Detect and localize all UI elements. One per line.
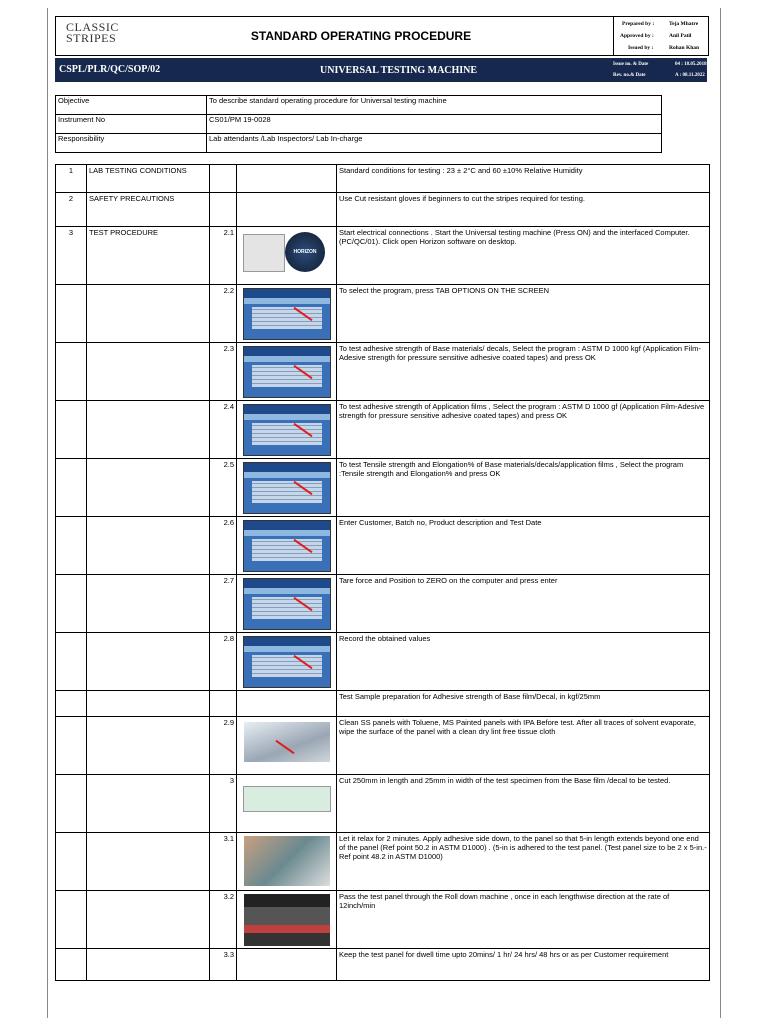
software-screen-photo <box>243 520 331 572</box>
procedure-row <box>56 717 710 775</box>
substep-number: 2.7 <box>210 575 237 633</box>
step-instruction: Keep the test panel for dwell time upto 20mins/ 1 hr/ 24 hrs/ 48 hrs or as per Customer requirement <box>337 949 710 981</box>
substep-number: 3.2 <box>210 891 237 949</box>
issue-value: 04 : 18.05.2018 <box>675 62 707 67</box>
software-screen-photo <box>243 636 331 688</box>
step-number <box>56 517 87 575</box>
power-switch-photo <box>243 234 285 272</box>
screen-photo <box>239 636 334 688</box>
screen-photo <box>239 462 334 514</box>
procedure-table <box>55 164 710 981</box>
step-number <box>56 775 87 833</box>
issue-label: Issue no. & Date <box>613 62 649 67</box>
step-section <box>87 833 210 891</box>
substep-number <box>210 165 237 193</box>
red-arrow-icon <box>293 365 312 379</box>
step-image <box>237 717 337 775</box>
step-section <box>87 401 210 459</box>
step-section <box>87 285 210 343</box>
substep-number: 3 <box>210 775 237 833</box>
sop-subject: UNIVERSAL TESTING MACHINE <box>320 65 478 76</box>
step-number <box>56 691 87 717</box>
step-image <box>237 949 337 981</box>
substep-number <box>210 691 237 717</box>
step-number <box>56 833 87 891</box>
software-screen-photo <box>243 404 331 456</box>
software-screen-photo <box>243 346 331 398</box>
meta-row <box>56 134 662 153</box>
procedure-row <box>56 285 710 343</box>
step-number <box>56 633 87 691</box>
procedure-row <box>56 575 710 633</box>
substep-number: 2.2 <box>210 285 237 343</box>
procedure-row <box>56 193 710 227</box>
roll-down-machine-photo <box>244 894 330 946</box>
test-panel-photo <box>244 722 330 762</box>
rev-label: Rev. no.& Date <box>613 73 646 78</box>
step-image <box>237 633 337 691</box>
document-title: STANDARD OPERATING PROCEDURE <box>250 29 472 43</box>
sop-title-bar <box>55 58 707 82</box>
step-instruction: To select the program, press TAB OPTIONS ON THE SCREEN <box>337 285 710 343</box>
red-arrow-icon <box>293 423 312 437</box>
step-number <box>56 343 87 401</box>
step-number <box>56 717 87 775</box>
procedure-row <box>56 949 710 981</box>
roller-photo <box>239 894 334 946</box>
step-section: TEST PROCEDURE <box>87 227 210 285</box>
rev-value: A : 08.11.2022 <box>675 73 705 78</box>
step-instruction: To test adhesive strength of Application films , Select the program : ASTM D 1000 gf (Application Film-Adesive strength for pressure sensitive adhesive coated tapes) and press OK <box>337 401 710 459</box>
plug-horizon-photo <box>239 228 334 280</box>
substep-number: 2.9 <box>210 717 237 775</box>
step-instruction: Start electrical connections . Start the Universal testing machine (Press ON) and the interfaced Computer.(PC/QC/01). Click open Horizon software on desktop. <box>337 227 710 285</box>
strip-photo <box>239 786 334 812</box>
procedure-row <box>56 165 710 193</box>
issued-value: Rohan Khan <box>669 45 700 51</box>
approval-block <box>613 17 709 55</box>
meta-value: CS01/PM 19-0028 <box>207 115 662 134</box>
red-arrow-icon <box>293 307 312 321</box>
step-number: 3 <box>56 227 87 285</box>
procedure-row <box>56 343 710 401</box>
meta-label: Responsibility <box>56 134 207 153</box>
software-screen-photo <box>243 288 331 340</box>
step-image <box>237 459 337 517</box>
procedure-row <box>56 459 710 517</box>
substep-number: 3.3 <box>210 949 237 981</box>
software-screen-photo <box>243 578 331 630</box>
step-image <box>237 285 337 343</box>
step-section <box>87 633 210 691</box>
meta-label: Objective <box>56 96 207 115</box>
step-instruction: Test Sample preparation for Adhesive strength of Base film/Decal, in kgf/25mm <box>337 691 710 717</box>
prepared-label: Prepared by : <box>622 21 655 27</box>
procedure-row <box>56 691 710 717</box>
procedure-row <box>56 517 710 575</box>
step-number <box>56 575 87 633</box>
procedure-row <box>56 891 710 949</box>
test-strip-photo <box>243 786 331 812</box>
logo-line-2: STRIPES <box>66 31 117 45</box>
step-section: SAFETY PRECAUTIONS <box>87 193 210 227</box>
sop-code: CSPL/PLR/QC/SOP/02 <box>59 64 161 75</box>
step-section <box>87 891 210 949</box>
meta-label: Instrument No <box>56 115 207 134</box>
horizon-logo-icon: HORIZON <box>285 232 325 272</box>
step-section <box>87 459 210 517</box>
step-section <box>87 949 210 981</box>
step-section <box>87 343 210 401</box>
red-arrow-icon <box>275 740 294 754</box>
meta-value: To describe standard operating procedure for Universal testing machine <box>207 96 662 115</box>
step-image <box>237 193 337 227</box>
step-image <box>237 401 337 459</box>
step-image <box>237 227 337 285</box>
software-screen-photo <box>243 462 331 514</box>
red-arrow-icon <box>293 597 312 611</box>
step-number <box>56 401 87 459</box>
substep-number: 2.4 <box>210 401 237 459</box>
step-instruction: Let it relax for 2 minutes. Apply adhesive side down, to the panel so that 5-in length extends beyond one end of the panel (Ref point 50.2 in ASTM D1000) . (5-in is adhered to the test panel. (Test panel size to be 2 x 5-in.-Ref point 48.2 in ASTM D1000) <box>337 833 710 891</box>
step-image <box>237 891 337 949</box>
step-instruction: Standard conditions for testing : 23 ± 2°C and 60 ±10% Relative Humidity <box>337 165 710 193</box>
meta-value: Lab attendants /Lab Inspectors/ Lab In-charge <box>207 134 662 153</box>
logo-line-1: CLASSIC <box>66 20 119 34</box>
procedure-row <box>56 633 710 691</box>
meta-table <box>55 95 662 153</box>
procedure-row <box>56 227 710 285</box>
step-image <box>237 343 337 401</box>
step-instruction: To test Tensile strength and Elongation% of Base materials/decals/application films , Select the program :Tensile strength and Elongation% and press OK <box>337 459 710 517</box>
panel-photo <box>239 722 334 762</box>
substep-number: 2.3 <box>210 343 237 401</box>
substep-number <box>210 193 237 227</box>
document-header <box>55 16 709 56</box>
red-arrow-icon <box>293 481 312 495</box>
screen-photo <box>239 578 334 630</box>
screen-photo <box>239 288 334 340</box>
step-instruction: To test adhesive strength of Base materials/ decals, Select the program : ASTM D 1000 kgf (Application Film-Adesive strength for pressure sensitive adhesive coated tapes) and press OK <box>337 343 710 401</box>
step-number <box>56 285 87 343</box>
step-number: 2 <box>56 193 87 227</box>
approved-value: Anil Patil <box>669 33 692 39</box>
red-arrow-icon <box>293 539 312 553</box>
step-image <box>237 517 337 575</box>
step-section <box>87 775 210 833</box>
step-section <box>87 517 210 575</box>
step-number <box>56 459 87 517</box>
step-number: 1 <box>56 165 87 193</box>
step-instruction: Pass the test panel through the Roll down machine , once in each lengthwise direction at the rate of 12inch/min <box>337 891 710 949</box>
approved-label: Approved by : <box>620 33 654 39</box>
procedure-row <box>56 775 710 833</box>
step-image <box>237 691 337 717</box>
step-section <box>87 717 210 775</box>
substep-number: 2.8 <box>210 633 237 691</box>
step-instruction: Cut 250mm in length and 25mm in width of the test specimen from the Base film /decal to be tested. <box>337 775 710 833</box>
step-instruction: Use Cut resistant gloves if beginners to cut the stripes required for testing. <box>337 193 710 227</box>
step-instruction: Clean SS panels with Toluene, MS Painted panels with IPA Before test. After all traces of solvent evaporate, wipe the surface of the panel with a clean dry lint free tissue cloth <box>337 717 710 775</box>
issued-label: Issued by : <box>628 45 654 51</box>
red-arrow-icon <box>293 655 312 669</box>
procedure-row <box>56 833 710 891</box>
screen-photo <box>239 520 334 572</box>
company-logo <box>66 22 119 44</box>
applying-specimen-photo <box>244 836 330 886</box>
step-instruction: Enter Customer, Batch no, Product description and Test Date <box>337 517 710 575</box>
screen-photo <box>239 404 334 456</box>
substep-number: 3.1 <box>210 833 237 891</box>
procedure-row <box>56 401 710 459</box>
step-number <box>56 891 87 949</box>
hand-photo <box>239 836 334 886</box>
step-section <box>87 575 210 633</box>
screen-photo <box>239 346 334 398</box>
step-number <box>56 949 87 981</box>
step-image <box>237 833 337 891</box>
step-image <box>237 775 337 833</box>
substep-number: 2.6 <box>210 517 237 575</box>
meta-row <box>56 96 662 115</box>
prepared-value: Teja Mhatre <box>669 21 699 27</box>
substep-number: 2.1 <box>210 227 237 285</box>
meta-row <box>56 115 662 134</box>
step-section <box>87 691 210 717</box>
step-instruction: Tare force and Position to ZERO on the computer and press enter <box>337 575 710 633</box>
substep-number: 2.5 <box>210 459 237 517</box>
step-image <box>237 165 337 193</box>
step-instruction: Record the obtained values <box>337 633 710 691</box>
step-section: LAB TESTING CONDITIONS <box>87 165 210 193</box>
step-image <box>237 575 337 633</box>
